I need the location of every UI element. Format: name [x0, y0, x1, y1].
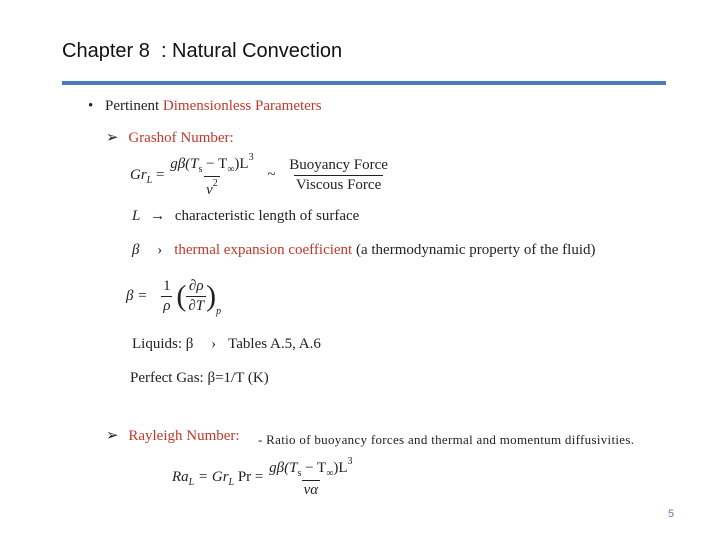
beta-symbol: β — [132, 242, 140, 258]
rayleigh-heading — [106, 426, 240, 445]
gr-fraction — [168, 152, 255, 199]
rayleigh-equation — [172, 456, 355, 499]
l-symbol: L — [132, 208, 141, 224]
heading-prefix: Pertinent — [105, 98, 163, 114]
gr-num-exp: 3 — [248, 152, 254, 163]
chevron-right-icon: › — [157, 242, 163, 258]
grashof-heading — [106, 128, 234, 147]
ra-mid: = Gr — [194, 468, 229, 485]
beta-deriv-den: ∂T — [188, 298, 205, 314]
beta-eq-derivative — [186, 278, 206, 315]
gr-num-mid: − T — [202, 156, 228, 172]
beta-eq-lhs: β = — [126, 287, 148, 304]
ra-num-mid: − T — [301, 460, 327, 476]
gr-lhs-sub: L — [146, 174, 153, 186]
ra-num-main: gβ(T — [269, 460, 298, 476]
liquids-label: Liquids: β — [132, 336, 194, 352]
page-number: 5 — [668, 508, 675, 520]
ra-lhs: Ra — [172, 468, 189, 485]
gr-num-sub-s: s — [198, 164, 203, 175]
gr-lhs: Gr — [130, 166, 147, 183]
grashof-equation: $Gr_L$ = $\frac{g\beta(T_s - T_\infty)L^3}{\nu^2}$ ~ $\frac{\text{Buoyancy Force}}{\text{Viscous Force}}$ — [130, 152, 388, 198]
beta-eq-den: ρ — [163, 298, 171, 314]
heading-highlight: Dimensionless Parameters — [162, 98, 322, 114]
beta-eq-num: 1 — [163, 278, 171, 294]
gr-num-main: gβ(T — [170, 156, 199, 172]
chevron-right-icon: › — [211, 336, 217, 352]
beta-eq-sub: p — [216, 305, 222, 317]
gr-tilde: ~ — [267, 166, 276, 183]
slide-title: Chapter 8 : Natural Convection — [62, 40, 343, 62]
gr-ratio-num: Buoyancy Force — [289, 157, 388, 173]
grashof-title: Grashof Number: — [128, 130, 234, 146]
ra-num-end: )L — [333, 460, 348, 476]
arrow-bullet-icon: ➢ — [106, 130, 119, 146]
arrow-right-icon: → — [150, 208, 166, 224]
liquids-line — [132, 336, 321, 353]
ra-num-sub-inf: ∞ — [326, 468, 334, 479]
ra-mid-sub: L — [228, 476, 235, 488]
ra-fraction — [267, 456, 354, 499]
gr-den: ν — [206, 182, 213, 198]
rayleigh-title: Rayleigh Number: — [128, 428, 240, 444]
rayleigh-description: - Ratio of buoyancy forces and thermal and momentum diffusivities. — [258, 432, 635, 447]
arrow-bullet-icon: ➢ — [106, 428, 119, 444]
l-description: characteristic length of surface — [174, 208, 360, 224]
beta-deriv-num: ∂ρ — [188, 278, 204, 294]
beta-desc-rest: (a thermodynamic property of the fluid) — [352, 242, 596, 258]
title-divider — [62, 81, 666, 85]
gr-ratio-den: Viscous Force — [295, 177, 382, 193]
gr-den-exp: 2 — [212, 178, 218, 189]
ra-num-exp: 3 — [347, 456, 353, 467]
bullet-icon: • — [88, 98, 94, 114]
gr-num-end: )L — [234, 156, 249, 172]
beta-definition — [132, 242, 596, 259]
gr-num-sub-inf: ∞ — [227, 164, 235, 175]
length-definition — [132, 208, 359, 225]
perfect-gas-line: Perfect Gas: β=1/T (K) — [130, 370, 269, 386]
ra-lhs-sub: L — [188, 476, 195, 488]
beta-equation: β = $\frac{1}{\rho}$ ( $\frac{\partial\rho}{\partial T}$ )$_p$ — [126, 278, 222, 317]
liquids-tables: Tables A.5, A.6 — [228, 336, 321, 352]
ra-num-sub-s: s — [297, 468, 302, 479]
beta-eq-fraction — [161, 278, 173, 315]
ra-den: να — [303, 482, 319, 498]
heading-line — [88, 98, 322, 115]
gr-ratio-fraction — [287, 157, 390, 194]
beta-desc-highlight: thermal expansion coefficient — [174, 242, 353, 258]
ra-pr: Pr = — [234, 468, 264, 485]
